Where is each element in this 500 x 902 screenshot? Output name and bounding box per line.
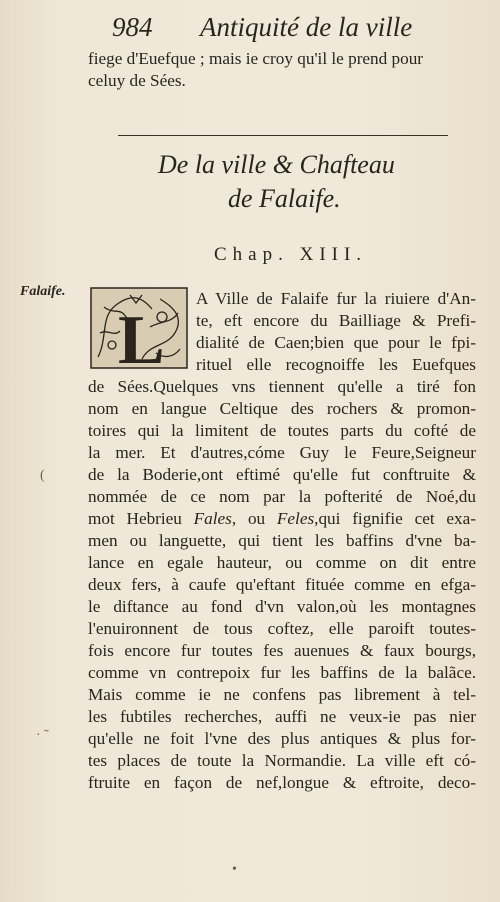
carry-over-line: celuy de Sées. (88, 71, 186, 90)
margin-mark: ( (40, 468, 45, 483)
chapter-heading: Chap. XIII. (214, 244, 368, 265)
running-header (112, 12, 480, 42)
section-title-line2: de Falaife. (228, 184, 341, 213)
section-title-line1: De la ville & Chafteau (158, 150, 395, 179)
body-line: comme vn contrepoix fur les baffins de la balãce. (88, 663, 476, 682)
body-line-with-italics: mot Hebrieu Fales, ou Feles,qui fignifie cet exa- (88, 509, 476, 528)
body-line: nommée de ce nom par la pofterité de Noé,du (88, 487, 476, 506)
body-line: dialité de Caen;bien que pour le fpi- (196, 333, 476, 352)
marginal-note: Falaife. (20, 284, 66, 299)
body-line: fois encore fur toutes fes auenues & faux bourgs, (88, 641, 476, 660)
ornamental-dropcap-icon (90, 287, 188, 369)
body-line: le diftance au fond d'vn valon,où les montagnes (88, 597, 476, 616)
section-divider (118, 135, 448, 136)
margin-mark: · ˜ (36, 728, 49, 743)
dropcap-letter: L (118, 302, 165, 369)
body-line: A Ville de Falaife fur la riuiere d'An- (196, 289, 476, 308)
carry-over-line: fiege d'Euefque ; mais ie croy qu'il le prend pour (88, 49, 424, 68)
body-line: de Sées.Quelques vns tiennent qu'elle a tiré fon (88, 377, 476, 396)
body-line: lance en egale hauteur, ou comme on dit entre (88, 553, 476, 572)
margin-mark: • (232, 862, 237, 877)
body-line: rituel elle recognoiffe les Euefques (196, 355, 476, 374)
body-line: l'enuironnent de tous coftez, elle paroift toutes- (88, 619, 476, 638)
body-line: la mer. Et d'autres,cóme Guy le Feure,Seigneur (88, 443, 476, 462)
body-line: nom en langue Celtique des rochers & promon- (88, 399, 476, 418)
body-line: qu'elle ne foit l'vne des plus antiques & plus for- (88, 729, 476, 748)
body-line: men ou languette, qui tient les baffins d'vne ba- (88, 531, 476, 550)
page-number: 984 (112, 12, 153, 42)
body-line: toires qui la limitent de toutes parts du cofté de (88, 421, 476, 440)
body-line: te, eft encore du Bailliage & Prefi- (196, 311, 476, 330)
body-line: Mais comme ie ne confens pas librement à tel- (88, 685, 476, 704)
body-line: deux fers, à caufe qu'eftant fituée comme en efga- (88, 575, 476, 594)
body-line: ftruite en façon de nef,longue & eftroite, deco- (88, 773, 476, 792)
body-line: tes places de toute la Normandie. La ville eft có- (88, 751, 476, 770)
body-line: de la Boderie,ont eftimé qu'elle fut conftruite & (88, 465, 476, 484)
running-title: Antiquité de la ville (200, 12, 413, 42)
body-line: les fubtiles recherches, auffi ne veux-ie pas nier (88, 707, 476, 726)
